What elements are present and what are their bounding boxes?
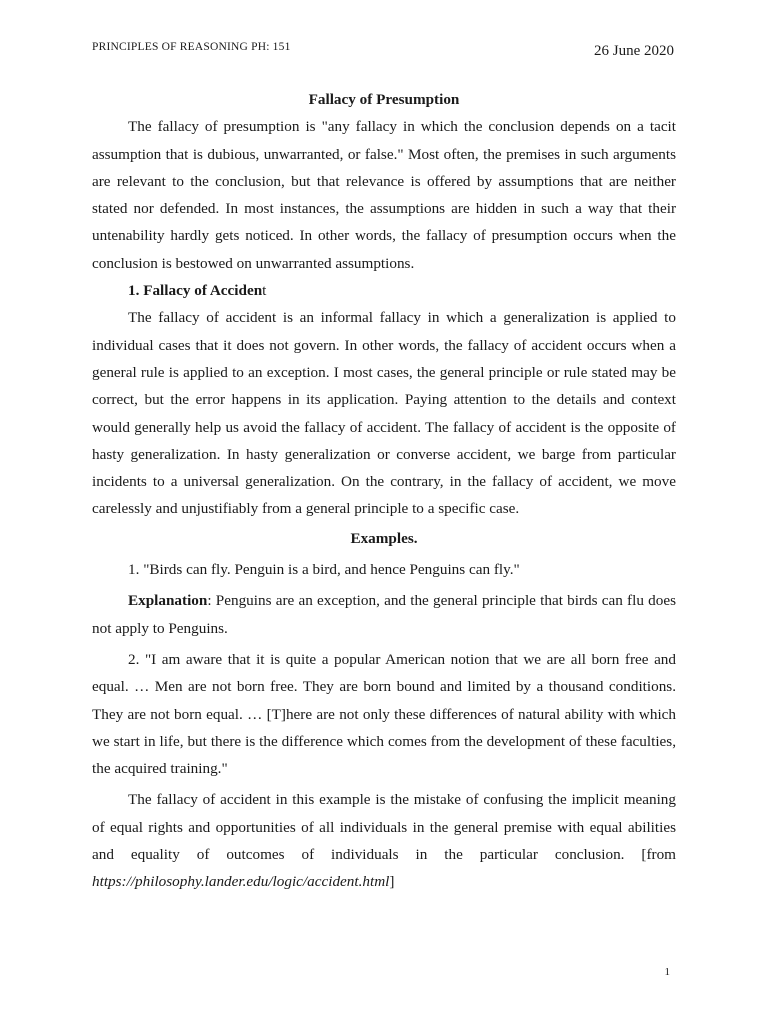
closing-end: ] xyxy=(389,873,395,891)
source-link[interactable]: https://philosophy.lander.edu/logic/accident.html xyxy=(92,873,390,891)
date-header: 26 June 2020 xyxy=(594,43,674,59)
example-2: 2. "I am aware that it is quite a popular American notion that we are all born free and equal. … Men are not born free. They are born bound and limited by a thousand conditions. They are not born equal. … [T]here are not only these differences of natural ability with which we start in life, but there is the difference which comes from the development of these faculties, the acquired training." xyxy=(92,650,676,778)
page-title: Fallacy of Presumption xyxy=(308,91,460,108)
explanation-text: : Penguins are an exception, and the general principle that birds can flu does not apply to Penguins. xyxy=(92,592,676,637)
intro-paragraph: The fallacy of presumption is "any fallacy in which the conclusion depends on a tacit assumption that is dubious, unwarranted, or false." Most often, the premises in such arguments are relevant to the conclusion, but that relevance is offered by assumptions that are neither stated nor defended. In most instances, the assumptions are hidden in such a way that their untenability hardly gets noticed. In other words, the fallacy of presumption occurs when the conclusion is bestowed on unwarranted assumptions. xyxy=(92,118,676,272)
page-number: 1 xyxy=(664,966,670,978)
examples-heading: Examples. xyxy=(350,529,418,547)
section-heading-accident xyxy=(92,277,676,304)
example-1: 1. "Birds can fly. Penguin is a bird, and hence Penguins can fly." xyxy=(128,561,520,579)
accident-paragraph: The fallacy of accident is an informal fallacy in which a generalization is applied to individual cases that it does not govern. In other words, the fallacy of accident occurs when a general rule is applied to an exception. I most cases, the general principle or rule stated may be correct, but the error happens in its application. Paying attention to the details and context would generally help us avoid the fallacy of accident. The fallacy of accident is the opposite of hasty generalization. In hasty generalization or converse accident, we barge from particular incidents to a universal generalization. On the contrary, in the fallacy of accident, we move carelessly and unjustifiably from a general principle to a specific case. xyxy=(92,309,676,518)
explanation-paragraph xyxy=(92,587,676,642)
explanation-label: Explanation xyxy=(128,592,208,610)
document-body xyxy=(92,86,676,896)
closing-paragraph xyxy=(92,786,676,895)
section-heading-tail: t xyxy=(262,282,267,300)
closing-text: The fallacy of accident in this example is the mistake of confusing the implicit meaning of equal rights and opportunities of all individuals in the general premise with equal abilities and equality of outcomes of individuals in the particular conclusion. [from xyxy=(92,791,676,864)
course-header: PRINCIPLES OF REASONING PH: 151 xyxy=(92,41,291,53)
section-heading-bold: 1. Fallacy of Acciden xyxy=(128,282,263,300)
